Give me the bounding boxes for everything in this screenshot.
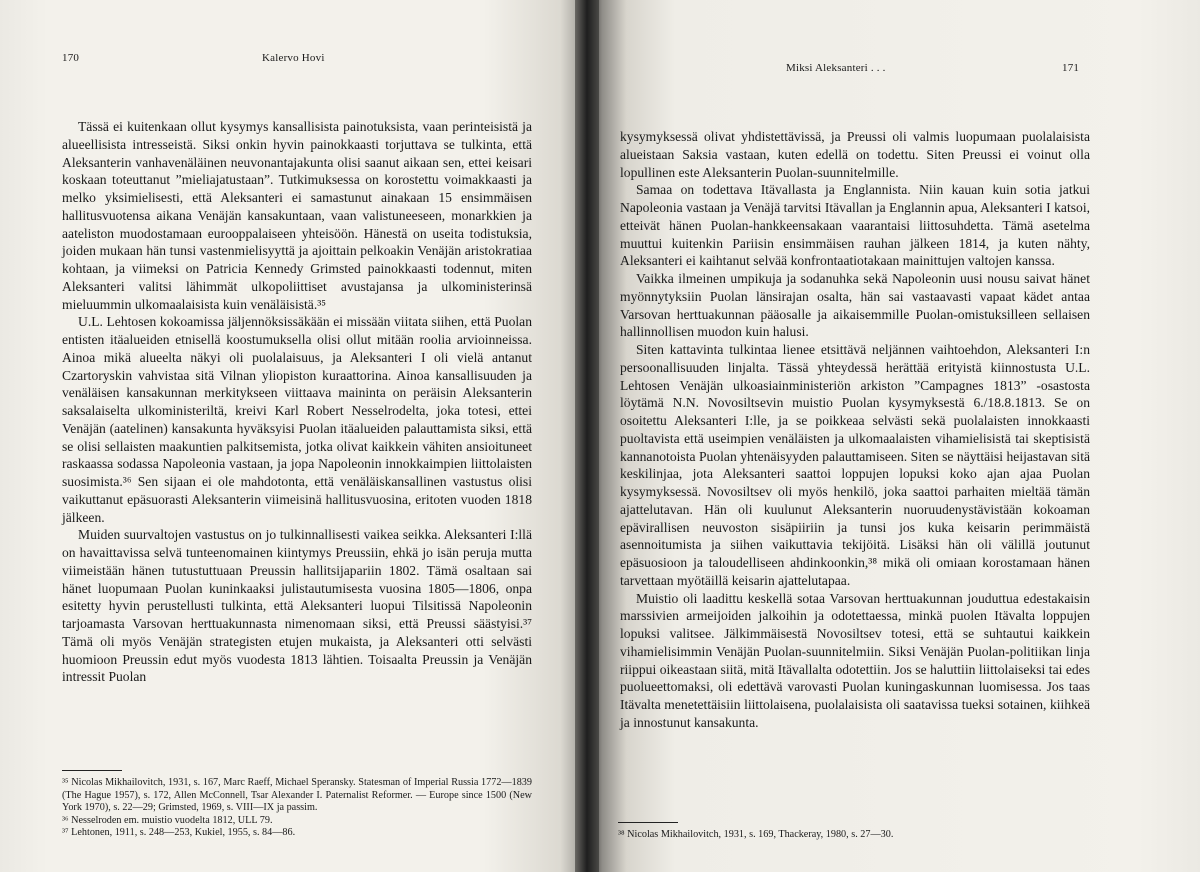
footnote-rule <box>62 770 122 771</box>
footnote-37: ³⁷ Lehtonen, 1911, s. 248—253, Kukiel, 1955, s. 84—86. <box>62 827 296 839</box>
left-page <box>0 0 590 872</box>
footnote-35: ³⁵ Nicolas Mikhailovitch, 1931, s. 167, Marc Raeff, Michael Speransky. Statesman of Imperial Russia 1772—1839 (The Hague 1957), s. 172, Allen McConnell, Tsar Alexander I. Paternalist Reformer. — Europe since 1500 (New York 1970), s. 22—29; Grimsted, 1969, s. VIII—IX ja passim. <box>62 777 532 814</box>
left-paragraph-1: Tässä ei kuitenkaan ollut kysymys kansallisista painotuksista, vaan perinteisistä ja alueellisista intresseistä. Siksi onkin hyvin painokkaasti torjuttava se tulkinta, että Aleksanterin vanhavenäläinen neuvonantajakunta olisi saanut aikaan sen, ettei keisari koskaan toteuttanut ”mieliajatustaan”. Tutkimuksessa on korostettu voimakkaasti ja melko yksimielisesti, että Aleksanteri ei samastunut ainakaan 15 ensimmäisen hallitusvuotensa aikana Venäjän kansakuntaan, vaan valistuneeseen, monarkkien ja aateliston muodostamaan eurooppalaiseen yhteisöön. Hänestä on useita todistuksia, joiden mukaan hän tunsi vastenmielisyyttä ja ajoittain pelkoakin Venäjän aristokratiaa kohtaan, ja viimeksi on Patricia Kennedy Grimsted painokkaasti todennut, miten Aleksanteri valitsi lähimmät ulkopoliittiset avustajansa ja ulkoministerinsä mieluummin ulkomaalaisista kuin venäläisistä.³⁵ <box>62 119 532 312</box>
left-running-head: Kalervo Hovi <box>262 52 325 64</box>
footnote-36: ³⁶ Nesselroden em. muistio vuodelta 1812, ULL 79. <box>62 814 273 826</box>
footnote-38: ³⁸ Nicolas Mikhailovitch, 1931, s. 169, Thackeray, 1980, s. 27—30. <box>618 829 894 840</box>
right-paragraph-3: Vaikka ilmeinen umpikuja ja sodanuhka sekä Napoleonin uusi nousu saivat hänet myönnytyksiin Puolan länsirajan osalta, hän sai vastaavasti vapaat kädet antaa Varsovan herttuakunnan pääosalle ja aikaisemmille Puolan-omistuksilleen sellaisen hallinnollisen muodon kuin halusi. <box>620 271 1090 340</box>
right-paragraph-2: Samaa on todettava Itävallasta ja Englannista. Niin kauan kuin sotia jatkui Napoleonia vastaan ja Venäjä tarvitsi Itävallan ja Englannin apua, Aleksanteri I katsoi, etteivät hänen Puolan-hankkeensakaan vaarantaisi liittosuhdetta. Tämä asetelma muuttui kuitenkin Pariisin ensimmäisen rauhan jälkeen 1814, ja kuten nähty, Aleksanteri ei kaihtanut selvää konfrontaatiotakaan mainittujen valtojen kanssa. <box>620 182 1090 269</box>
book-gutter <box>575 0 599 872</box>
right-page <box>590 0 1200 872</box>
left-page-number: 170 <box>62 52 80 64</box>
left-paragraph-3: Muiden suurvaltojen vastustus on jo tulkinnallisesti vaikea seikka. Aleksanteri I:llä on havaittavissa selvä tunteenomainen kiintymys Preussiin, ehkä jo isän peruja mutta viimeistään hänen tutustuttuaan Preussin hallitsijapariin 1802. Tämä osaltaan sai hänet luopumaan Puolan kuninkaaksi julistautumisesta vuosina 1805—1806, onpa esitetty hyvin perustellusti tulkinta, että Aleksanteri luopui Tilsitissä Napoleonin tarjoamasta Varsovan herttuakunnasta nimenomaan siksi, että Preussi säästyisi.³⁷ Tämä oli myös Venäjän strategisten etujen mukaista, ja Aleksanteri otti selvästi huomioon Preussin edut myös vuodesta 1813 lähtien. Toisaalta Preussin ja Venäjän intressit Puolan <box>62 527 532 685</box>
footnote-rule <box>618 822 678 823</box>
right-paragraph-4: Siten kattavinta tulkintaa lienee etsittävä neljännen vaihtoehdon, Aleksanteri I:n persoonallisuuden linjalta. Tässä yhteydessä herättää erityistä kiinnostusta U.L. Lehtosen Venäjän ulkoasiainministeriön arkiston ”Campagnes 1813” -osastosta löytämä N.N. Novosiltsevin muistio Puolan kysymyksestä 6./18.8.1813. Se on osoitettu Aleksanteri I:lle, ja se poikkeaa selvästi sekä puolalaisten innokkaasti puoltavista että useimpien venäläisten ja ulkomaalaisten vihamielisistä tai skeptisistä kannanotoista Puolan yhtenäisyyden palauttamiseen. Siten se näyttäisi heijastavan sitä keskilinjaa, jota Aleksanteri saattoi loppujen lopuksi koko ajan ajaa Puolan kysymyksessä. Novosiltsev oli myös henkilö, joka saattoi parhaiten mieltää tämän ajattelutavan. Hän oli kuulunut Aleksanterin nuoruudenystävistään kokoaman epävirallisen neuvoston sisäpiiriin ja tunsi jos kuka keisarin perimmäistä asennoitumista ja siihen vaikuttavia tekijöitä. Lisäksi hän oli välillä joutunut epäsuosioon ja taloudelliseen ahdinkoonkin,³⁸ mikä oli omiaan korostamaan hänen tarvettaan myötäillä keisarin ajattelutapaa. <box>620 342 1090 588</box>
left-paragraph-2: U.L. Lehtosen kokoamissa jäljennöksissäkään ei missään viitata siihen, että Puolan entisten itäalueiden etnisellä koostumuksella olisi ollut mitään roolia arvioinneissa. Ainoa mikä alueelta näkyi oli puolalaisuus, ja Aleksanteri I oli vielä antanut Czartoryskin vahvistaa sitä Vilnan yliopiston kuraattorina. Ainoa kansallisuuden ja venäläisen kansakunnan merkitykseen viittaava maininta on peräisin Aleksanterin saksalaiselta ulkoministeriltä, kreivi Karl Robert Nesselrodelta, joka totesi, ettei Venäjän (aatelinen) kansakunta hyväksyisi Puolan itäalueiden palauttamista siksi, että se olisi sellaisten maakuntien palkitsemista, jotka olivat kaikkein vähiten ansioituneet raskaassa sodassa Napoleonia vastaan, ja jopa Napoleonin innokkaimpien liittolaisten suosimista.³⁶ Sen sijaan ei ole mahdotonta, että venäläiskansallinen vastustus olisi vaikuttanut epäsuorasti Aleksanterin viimeisinä hallitusvuosina, eritoten vuoden 1818 jälkeen. <box>62 314 532 525</box>
right-footnotes <box>618 822 1088 842</box>
right-paragraph-1: kysymyksessä olivat yhdistettävissä, ja Preussi oli valmis luopumaan puolalaisista alueistaan Saksia vastaan, kuten edellä on todettu. Siten Preussi ei voinut olla lopullinen este Aleksanterin Puolan-suunnitelmille. <box>620 129 1090 180</box>
right-page-number: 171 <box>1062 62 1080 74</box>
right-running-head: Miksi Aleksanteri . . . <box>786 62 886 74</box>
right-paragraph-5: Muistio oli laadittu keskellä sotaa Varsovan herttuakunnan jouduttua edestakaisin marssivien armeijoiden jalkoihin ja odotettaessa, minkä puolen Itävalta loppujen lopuksi valitsee. Jälkimmäisestä Novosiltsev totesi, että se suhtautui kaikkein vihamielisimmin Venäjän Puolan-suunnitelmiin. Siksi Venäjän Puolan-politiikan linja riippui oikeastaan siitä, mitä Itävallalta odotettiin. Jos se haluttiin liittolaiseksi tai edes puolueettomaksi, oli edettävä varovasti Puolan kuningaskunnan luomisessa. Jos taas Itävalta menetettäisiin liittolaisena, puolalaisista oli saatavissa tueksi sotainen, kiihkeä ja innostunut kansakunta. <box>620 590 1090 730</box>
left-body-text <box>62 118 532 686</box>
right-body-text <box>620 128 1090 732</box>
left-footnotes <box>62 770 532 840</box>
